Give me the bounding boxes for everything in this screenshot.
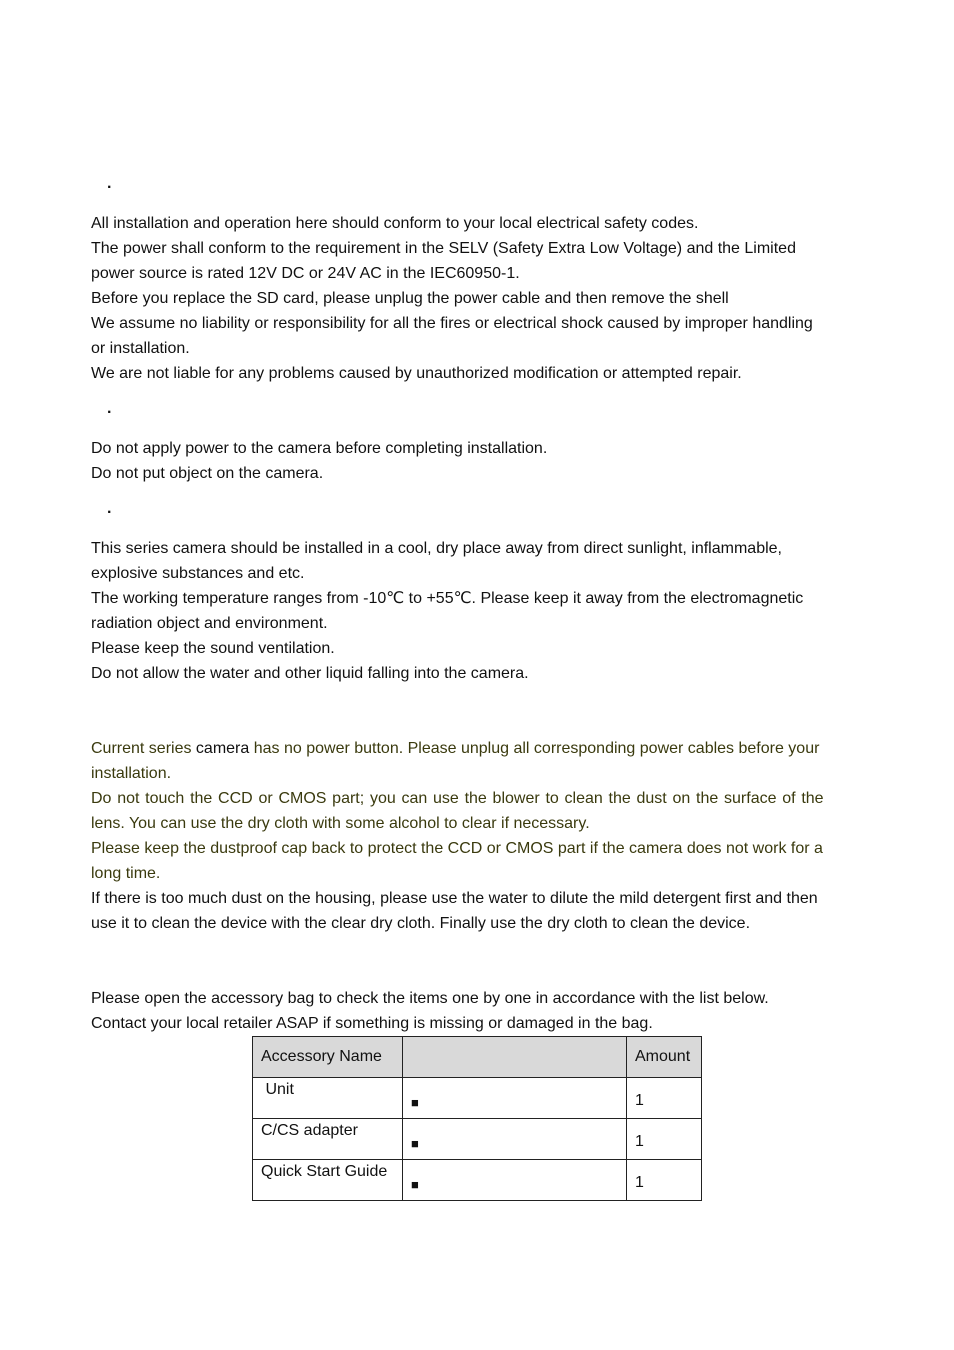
- maintenance-p1-part-a: Current series: [91, 740, 196, 757]
- environment-line-4: radiation object and environment.: [91, 615, 328, 632]
- maintenance-p1-line1: [91, 736, 863, 761]
- accessory-mark-cell: [403, 1160, 627, 1201]
- accessory-amount-cell: [627, 1160, 702, 1201]
- accessory-amount-cell: [627, 1078, 702, 1119]
- header-blank: [403, 1037, 627, 1078]
- electrical-line-6: or installation.: [91, 340, 190, 357]
- header-amount: Amount: [627, 1037, 702, 1078]
- environment-line-3: The working temperature ranges from -10℃ to +55℃. Please keep it away from the electromagnetic: [91, 590, 804, 607]
- electrical-line-2: The power shall conform to the requirement in the SELV (Safety Extra Low Voltage) and the Limited: [91, 240, 796, 257]
- environment-line-2: explosive substances and etc.: [91, 565, 305, 582]
- accessories-intro-line2: Contact your local retailer ASAP if something is missing or damaged in the bag.: [91, 1015, 653, 1032]
- maintenance-p3-line2: long time.: [91, 865, 161, 882]
- environment-line-6: Do not allow the water and other liquid falling into the camera.: [91, 665, 529, 682]
- accessory-table: [252, 1036, 702, 1201]
- accessory-name: Quick Start Guide: [261, 1163, 388, 1180]
- table-row: [253, 1160, 702, 1201]
- accessory-mark-cell: [403, 1078, 627, 1119]
- accessory-amount-cell: [627, 1119, 702, 1160]
- accessory-name: C/CS adapter: [261, 1122, 358, 1139]
- maintenance-p4-line1: If there is too much dust on the housing, please use the water to dilute the mild detergent first and then: [91, 890, 818, 907]
- filled-square-icon: ■: [411, 1177, 419, 1192]
- filled-square-icon: ■: [411, 1136, 419, 1151]
- maintenance-p2-line1: Do not touch the CCD or CMOS part; you can use the blower to clean the dust on the surface of the: [91, 790, 824, 807]
- maintenance-p2-line2: lens. You can use the dry cloth with some alcohol to clear if necessary.: [91, 815, 590, 832]
- accessory-table-header-row: [253, 1037, 702, 1078]
- environment-section: [91, 536, 866, 686]
- operation-line-1: Do not apply power to the camera before completing installation.: [91, 440, 548, 457]
- section-bullet-operation: ·: [107, 404, 113, 421]
- accessory-mark-cell: [403, 1119, 627, 1160]
- electrical-line-7: We are not liable for any problems caused by unauthorized modification or attempted repair.: [91, 365, 742, 382]
- electrical-line-4: Before you replace the SD card, please unplug the power cable and then remove the shell: [91, 290, 729, 307]
- environment-line-5: Please keep the sound ventilation.: [91, 640, 335, 657]
- header-accessory-name: Accessory Name: [253, 1037, 403, 1078]
- accessory-name: Unit: [261, 1081, 294, 1098]
- maintenance-p1-part-c: has no power button. Please unplug all corresponding power cables before your: [249, 740, 820, 757]
- electrical-line-1: All installation and operation here should conform to your local electrical safety codes.: [91, 215, 699, 232]
- environment-line-1: This series camera should be installed in a cool, dry place away from direct sunlight, inflammable,: [91, 540, 782, 557]
- accessory-amount: 1: [635, 1092, 644, 1109]
- accessories-intro-line1: Please open the accessory bag to check the items one by one in accordance with the list below.: [91, 990, 769, 1007]
- electrical-safety-section: [91, 211, 866, 386]
- accessory-amount: 1: [635, 1174, 644, 1191]
- electrical-line-3: power source is rated 12V DC or 24V AC in the IEC60950-1.: [91, 265, 520, 282]
- accessory-name-cell: [253, 1119, 403, 1160]
- maintenance-p3-line1: Please keep the dustproof cap back to protect the CCD or CMOS part if the camera does not work for a: [91, 840, 823, 857]
- section-bullet-electrical: ·: [107, 179, 113, 196]
- section-bullet-environment: ·: [107, 504, 113, 521]
- accessory-name-cell: [253, 1160, 403, 1201]
- accessory-name-cell: [253, 1078, 403, 1119]
- maintenance-section: [91, 736, 863, 936]
- electrical-line-5: We assume no liability or responsibility for all the fires or electrical shock caused by improper handling: [91, 315, 813, 332]
- filled-square-icon: ■: [411, 1095, 419, 1110]
- table-row: [253, 1078, 702, 1119]
- maintenance-p4-line2: use it to clean the device with the clear dry cloth. Finally use the dry cloth to clean the device.: [91, 915, 751, 932]
- maintenance-p1-part-b: camera: [195, 740, 250, 757]
- operation-section: [91, 436, 866, 486]
- table-row: [253, 1119, 702, 1160]
- accessory-amount: 1: [635, 1133, 644, 1150]
- maintenance-p1-line2: installation.: [91, 765, 172, 782]
- accessories-section: [91, 986, 866, 1036]
- operation-line-2: Do not put object on the camera.: [91, 465, 324, 482]
